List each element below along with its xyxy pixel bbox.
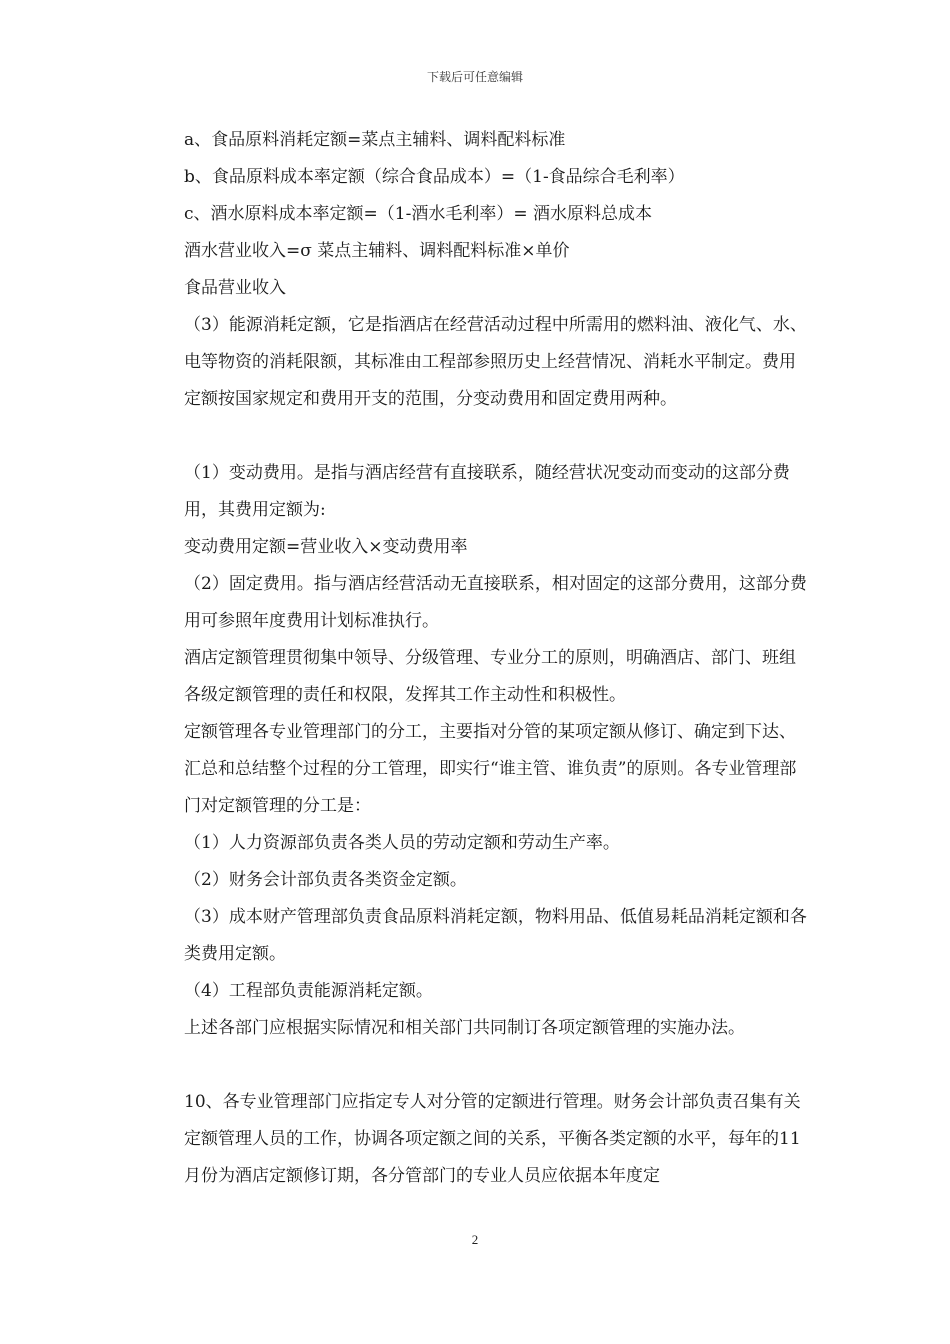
paragraph-spacer xyxy=(147,418,812,455)
paragraph: （2）固定费用。指与酒店经营活动无直接联系，相对固定的这部分费用，这部分费用可参照年度费用计划标准执行。 xyxy=(184,574,807,631)
paragraph: （3）能源消耗定额，它是指酒店在经营活动过程中所需用的燃料油、液化气、水、电等物资的消耗限额，其标准由工程部参照历史上经营情况、消耗水平制定。费用定额按国家规定和费用开支的范围，分变动费用和固定费用两种。 xyxy=(184,315,807,409)
paragraph: 定额管理各专业管理部门的分工，主要指对分管的某项定额从修订、确定到下达、汇总和总结整个过程的分工管理，即实行“谁主管、谁负责”的原则。各专业管理部门对定额管理的分工是： xyxy=(184,722,797,816)
paragraph: （1）变动费用。是指与酒店经营有直接联系，随经营状况变动而变动的这部分费用，其费用定额为: xyxy=(184,463,790,520)
paragraph: c、酒水原料成本率定额=（1-酒水毛利率）= 酒水原料总成本 xyxy=(184,204,652,224)
page-header: 下载后可任意编辑 xyxy=(426,70,523,84)
paragraph: b、食品原料成本率定额（综合食品成本）=（1-食品综合毛利率） xyxy=(184,167,685,187)
paragraph: （1）人力资源部负责各类人员的劳动定额和劳动生产率。 xyxy=(184,833,620,853)
paragraph: 变动费用定额=营业收入×变动费用率 xyxy=(184,537,468,557)
paragraph: 上述各部门应根据实际情况和相关部门共同制订各项定额管理的实施办法。 xyxy=(184,1018,745,1038)
paragraph: a、食品原料消耗定额=菜点主辅料、调料配料标准 xyxy=(184,130,566,150)
page-number: 2 xyxy=(471,1232,479,1247)
paragraph: 10、各专业管理部门应指定专人对分管的定额进行管理。财务会计部负责召集有关定额管理人员的工作，协调各项定额之间的关系，平衡各类定额的水平，每年的11月份为酒店定额修订期，各分管部门的专业人员应依据本年度定 xyxy=(184,1092,801,1186)
paragraph: 酒店定额管理贯彻集中领导、分级管理、专业分工的原则，明确酒店、部门、班组各级定额管理的责任和权限，发挥其工作主动性和积极性。 xyxy=(184,648,796,705)
paragraph: 食品营业收入 xyxy=(184,278,286,298)
paragraph: （2）财务会计部负责各类资金定额。 xyxy=(184,870,467,890)
paragraph-spacer xyxy=(147,1047,812,1084)
paragraph: （4）工程部负责能源消耗定额。 xyxy=(184,981,433,1001)
paragraph: （3）成本财产管理部负责食品原料消耗定额，物料用品、低值易耗品消耗定额和各类费用定额。 xyxy=(184,907,807,964)
document-body xyxy=(147,122,812,1195)
paragraph: 酒水营业收入=σ 菜点主辅料、调料配料标准×单价 xyxy=(184,241,570,261)
